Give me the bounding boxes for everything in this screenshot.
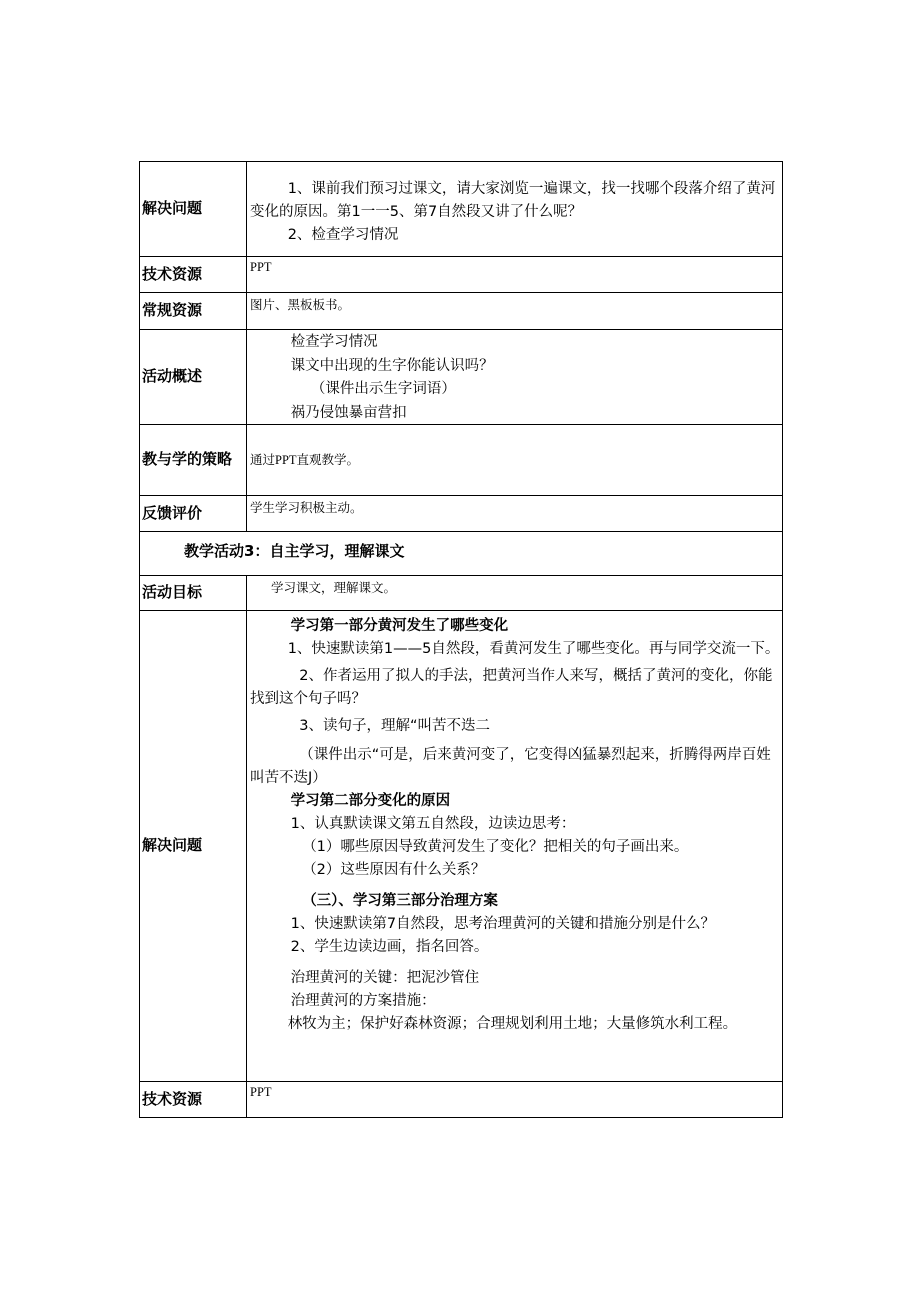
text-line: 1、快速默读第7自然段，思考治理黄河的关键和措施分别是什么？ — [290, 916, 716, 932]
text-line: （2）这些原因有什么关系？ — [302, 862, 486, 878]
row-section-title — [140, 532, 783, 576]
label-regular-resource: 常规资源 — [140, 293, 247, 330]
text-line: 2、学生边读边画，指名回答。 — [290, 939, 489, 955]
text-line: （1）哪些原因导致黄河发生了变化？把相关的句子画出来。 — [302, 839, 689, 855]
label-solve-problem-1: 解决问题 — [140, 162, 247, 257]
row-tech-resource-1 — [140, 257, 783, 293]
lesson-plan-table — [139, 161, 783, 1118]
text-line: 3、读句子，理解“叫苦不迭二 — [299, 718, 491, 734]
subheading: （三）、学习第三部分治理方案 — [302, 893, 498, 909]
subheading: 学习第一部分黄河发生了哪些变化 — [290, 618, 509, 634]
text-line: 治理黄河的关键：把泥沙管住 — [290, 970, 480, 986]
text-line: 治理黄河的方案措施： — [290, 993, 436, 1009]
row-activity-goal — [140, 576, 783, 611]
text-line: 2、检查学习情况 — [287, 227, 399, 243]
content-tech-resource-1: PPT — [247, 257, 783, 293]
content-tech-resource-2: PPT — [247, 1082, 783, 1118]
row-tech-resource-2 — [140, 1082, 783, 1118]
row-activity-overview — [140, 330, 783, 425]
content-solve-problem-1 — [247, 162, 783, 257]
row-solve-problem-1 — [140, 162, 783, 257]
content-teaching-strategy: 通过PPT直观教学。 — [247, 425, 783, 496]
text-line: 1、课前我们预习过课文，请大家浏览一遍课文，找一找哪个段落介绍了黄河变化的原因。第1一一5、第7自然段又讲了什么呢？ — [250, 181, 776, 220]
label-activity-goal: 活动目标 — [140, 576, 247, 611]
row-feedback — [140, 496, 783, 532]
text-line: 1、认真默读课文第五自然段，边读边思考： — [290, 816, 576, 832]
text-line: 1、快速默读第1——5自然段，看黄河发生了哪些变化。再与同学交流一下。 — [287, 641, 780, 657]
row-solve-problem-2 — [140, 611, 783, 1082]
label-tech-resource-1: 技术资源 — [140, 257, 247, 293]
subheading: 学习第二部分变化的原因 — [290, 793, 451, 809]
text-line: 林牧为主；保护好森林资源；合理规划利用土地；大量修筑水利工程。 — [287, 1016, 738, 1032]
label-solve-problem-2: 解决问题 — [140, 611, 247, 1082]
content-regular-resource: 图片、黑板板书。 — [247, 293, 783, 330]
label-teaching-strategy: 教与学的策略 — [140, 425, 247, 496]
content-activity-overview — [247, 330, 783, 425]
label-activity-overview: 活动概述 — [140, 330, 247, 425]
content-activity-goal: 学习课文，理解课文。 — [247, 576, 783, 611]
content-solve-problem-2 — [247, 611, 783, 1082]
text-line: 祸乃侵蚀暴亩营扣 — [290, 404, 407, 421]
label-feedback: 反馈评价 — [140, 496, 247, 532]
label-tech-resource-2: 技术资源 — [140, 1082, 247, 1118]
row-regular-resource — [140, 293, 783, 330]
content-feedback: 学生学习积极主动。 — [247, 496, 783, 532]
text-line: （课件出示生字词语） — [310, 381, 456, 397]
text-line: 2、作者运用了拟人的手法，把黄河当作人来写，概括了黄河的变化，你能找到这个句子吗？ — [250, 668, 773, 707]
section-title: 教学活动3：自主学习，理解课文 — [140, 532, 783, 576]
text-line: 课文中出现的生字你能认识吗？ — [290, 357, 494, 374]
row-teaching-strategy — [140, 425, 783, 496]
text-line: （课件出示“可是，后来黄河变了，它变得凶猛暴烈起来，折腾得两岸百姓叫苦不迭J） — [250, 747, 771, 786]
text-line: 检查学习情况 — [290, 334, 378, 350]
